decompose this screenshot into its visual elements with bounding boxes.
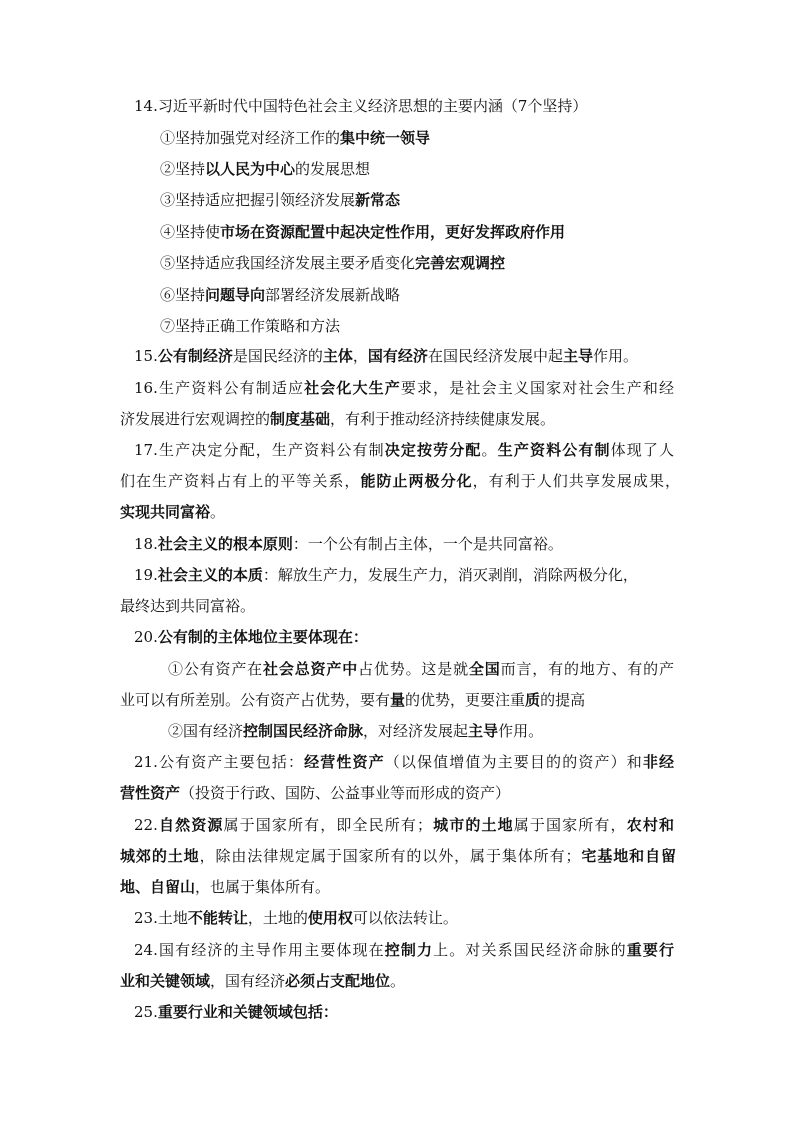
text-run: 在国民经济发展中起	[427, 347, 563, 365]
text-run: ⑥坚持	[160, 286, 206, 304]
text-run: ②坚持	[160, 160, 206, 178]
text-run: 最终达到共同富裕。	[120, 597, 256, 615]
item-19-line-1	[134, 565, 638, 585]
bold-term: 重要行	[626, 941, 674, 959]
text-run: 20.	[134, 628, 158, 646]
item-20-point-1-line-1	[168, 659, 674, 679]
text-run: 。	[210, 503, 226, 521]
bold-term: 城郊的土地	[120, 847, 200, 865]
bold-term: 问题导向	[205, 286, 266, 304]
bold-term: 生产资料公有制	[497, 441, 611, 459]
text-run: 占优势。这是就	[358, 660, 469, 678]
bold-term: 完善宏观调控	[415, 254, 506, 272]
text-run: ，对经济发展起	[363, 722, 469, 740]
bold-term: 城市的土地	[432, 816, 514, 834]
item-22-line-3	[120, 877, 330, 897]
bold-term: 市场在资源配置中起决定性作用，更好发挥政府作用	[220, 223, 566, 241]
bold-term: 实现共同富裕	[120, 503, 211, 521]
item-22-line-2	[120, 846, 676, 866]
item-20-point-2	[168, 721, 543, 741]
bold-term: 决定按劳分配	[384, 441, 482, 459]
text-run: ：解放生产力，发展生产力，消灭剥削，消除两极分化，	[262, 566, 638, 584]
bold-term: 地、自留山	[120, 878, 196, 896]
bold-term: 社会主义的本质	[157, 566, 263, 584]
item-16-line-2	[120, 409, 555, 429]
item-24-line-1	[134, 940, 674, 960]
text-run: ，	[352, 347, 368, 365]
text-run: 体现了人	[610, 441, 674, 459]
item-14-point-4	[160, 222, 565, 242]
text-run: 上。对关系国民经济命脉的	[433, 941, 627, 959]
item-17-line-2	[120, 471, 680, 491]
text-run: 17.生产决定分配，生产资料公有制	[134, 441, 385, 459]
bold-term: 以人民为中心	[205, 160, 296, 178]
item-21-line-1	[134, 752, 674, 772]
item-22-line-1	[134, 815, 674, 835]
bold-term: 社会主义的根本原则	[157, 535, 293, 553]
item-16-line-1	[134, 378, 674, 398]
text-run: 属于国家所有，即全民所有；	[223, 816, 433, 834]
text-run: 属于国家所有，	[513, 816, 627, 834]
text-run: ⑦坚持正确工作策略和方法	[160, 317, 341, 335]
bold-term: 主体	[322, 347, 353, 365]
bold-term: 农村和	[626, 816, 674, 834]
text-run: 25.	[134, 1003, 158, 1021]
text-run: ①坚持加强党对经济工作的	[160, 129, 341, 147]
text-run: 。	[390, 972, 406, 990]
text-run: 。	[481, 441, 498, 459]
bold-term: 控制力	[384, 941, 434, 959]
bold-term: 集中统一领导	[340, 129, 431, 147]
bold-term: 新常态	[355, 191, 401, 209]
item-25-heading	[134, 1002, 338, 1022]
text-run: ，有利于推动经济持续健康发展。	[330, 410, 556, 428]
text-run: ⑤坚持适应我国经济发展主要矛盾变化	[160, 254, 416, 272]
text-run: 部署经济发展新战略	[265, 286, 401, 304]
text-run: 23.土地	[134, 909, 188, 927]
bold-term: 国有经济	[367, 347, 428, 365]
bold-term: 公有制的主体地位主要体现在：	[157, 628, 368, 646]
text-run: 作用。	[498, 722, 544, 740]
text-run: 24.国有经济的主导作用主要体现在	[134, 941, 385, 959]
text-run: ，也属于集体所有。	[195, 878, 331, 896]
text-run: ：一个公有制占主体，一个是共同富裕。	[292, 535, 563, 553]
item-20-point-1-line-2	[120, 690, 585, 710]
text-run: 16.生产资料公有制适应	[134, 379, 305, 397]
bold-term: 能防止两极分化	[360, 472, 473, 490]
bold-term: 宅基地和自留	[580, 847, 676, 865]
item-14-point-3	[160, 190, 400, 210]
bold-term: 自然资源	[157, 816, 224, 834]
bold-term: 公有制经济	[157, 347, 233, 365]
text-run: ，国有经济	[210, 972, 286, 990]
text-run: 22.	[134, 816, 158, 834]
bold-term: 使用权	[307, 909, 353, 927]
text-run: 而言，有的地方、有的产	[500, 660, 674, 678]
text-run: ③坚持适应把握引领经济发展	[160, 191, 356, 209]
bold-term: 制度基础	[270, 410, 331, 428]
bold-term: 业和关键领域	[120, 972, 211, 990]
text-run: ，土地的	[247, 909, 308, 927]
item-23	[134, 908, 458, 928]
item-17-line-3	[120, 502, 225, 522]
item-14-point-1	[160, 128, 430, 148]
text-run: （以保值增值为主要目的的资产）和	[384, 753, 643, 771]
item-20-heading	[134, 627, 368, 647]
bold-term: 必须占支配地位	[285, 972, 391, 990]
text-run: （投资于行政、国防、公益事业等而形成的资产）	[180, 784, 511, 802]
bold-term: 控制国民经济命脉	[243, 722, 364, 740]
text-run: ①公有资产在	[168, 660, 264, 678]
item-14-point-5	[160, 253, 505, 273]
bold-term: 经营性资产	[304, 753, 385, 771]
bold-term: 主导	[562, 347, 593, 365]
bold-term: 全国	[468, 660, 501, 678]
bold-term: 量	[390, 691, 406, 709]
text-run: ，除由法律规定属于国家所有的以外，属于集体所有；	[199, 847, 581, 865]
text-run: 21.公有资产主要包括：	[134, 753, 305, 771]
text-run: 要求，是社会主义国家对社会生产和经	[400, 379, 674, 397]
bold-term: 非经	[642, 753, 674, 771]
bold-term: 主导	[468, 722, 499, 740]
text-run: 18.	[134, 535, 158, 553]
bold-term: 不能转让	[187, 909, 248, 927]
text-run: 的发展思想	[295, 160, 371, 178]
item-15	[134, 346, 638, 366]
text-run: ②国有经济	[168, 722, 244, 740]
bold-term: 质	[525, 691, 541, 709]
bold-term: 社会化大生产	[304, 379, 401, 397]
text-run: 19.	[134, 566, 158, 584]
item-14-point-6	[160, 285, 400, 305]
text-run: 14.习近平新时代中国特色社会主义经济思想的主要内涵（7个坚持）	[134, 97, 588, 115]
text-run: 们在生产资料占有上的平等关系，	[120, 472, 361, 490]
item-14-point-2	[160, 159, 370, 179]
item-14-heading	[134, 96, 587, 116]
item-17-line-1	[134, 440, 674, 460]
item-18	[134, 534, 563, 554]
item-19-line-2	[120, 596, 255, 616]
text-run: 可以依法转让。	[352, 909, 458, 927]
item-21-line-2	[120, 783, 510, 803]
bold-term: 社会总资产中	[263, 660, 359, 678]
text-run: 业可以有所差别。公有资产占优势，要有	[120, 691, 391, 709]
item-14-point-7	[160, 316, 340, 336]
bold-term: 营性资产	[120, 784, 181, 802]
bold-term: 重要行业和关键领域包括：	[157, 1003, 338, 1021]
text-run: 15.	[134, 347, 158, 365]
text-run: 是国民经济的	[232, 347, 323, 365]
item-24-line-2	[120, 971, 405, 991]
text-run: 的优势，更要注重	[405, 691, 526, 709]
text-run: 的提高	[540, 691, 586, 709]
text-run: ，有利于人们共享发展成果，	[472, 472, 680, 490]
text-run: ④坚持使	[160, 223, 221, 241]
text-run: 作用。	[592, 347, 638, 365]
text-run: 济发展进行宏观调控的	[120, 410, 271, 428]
